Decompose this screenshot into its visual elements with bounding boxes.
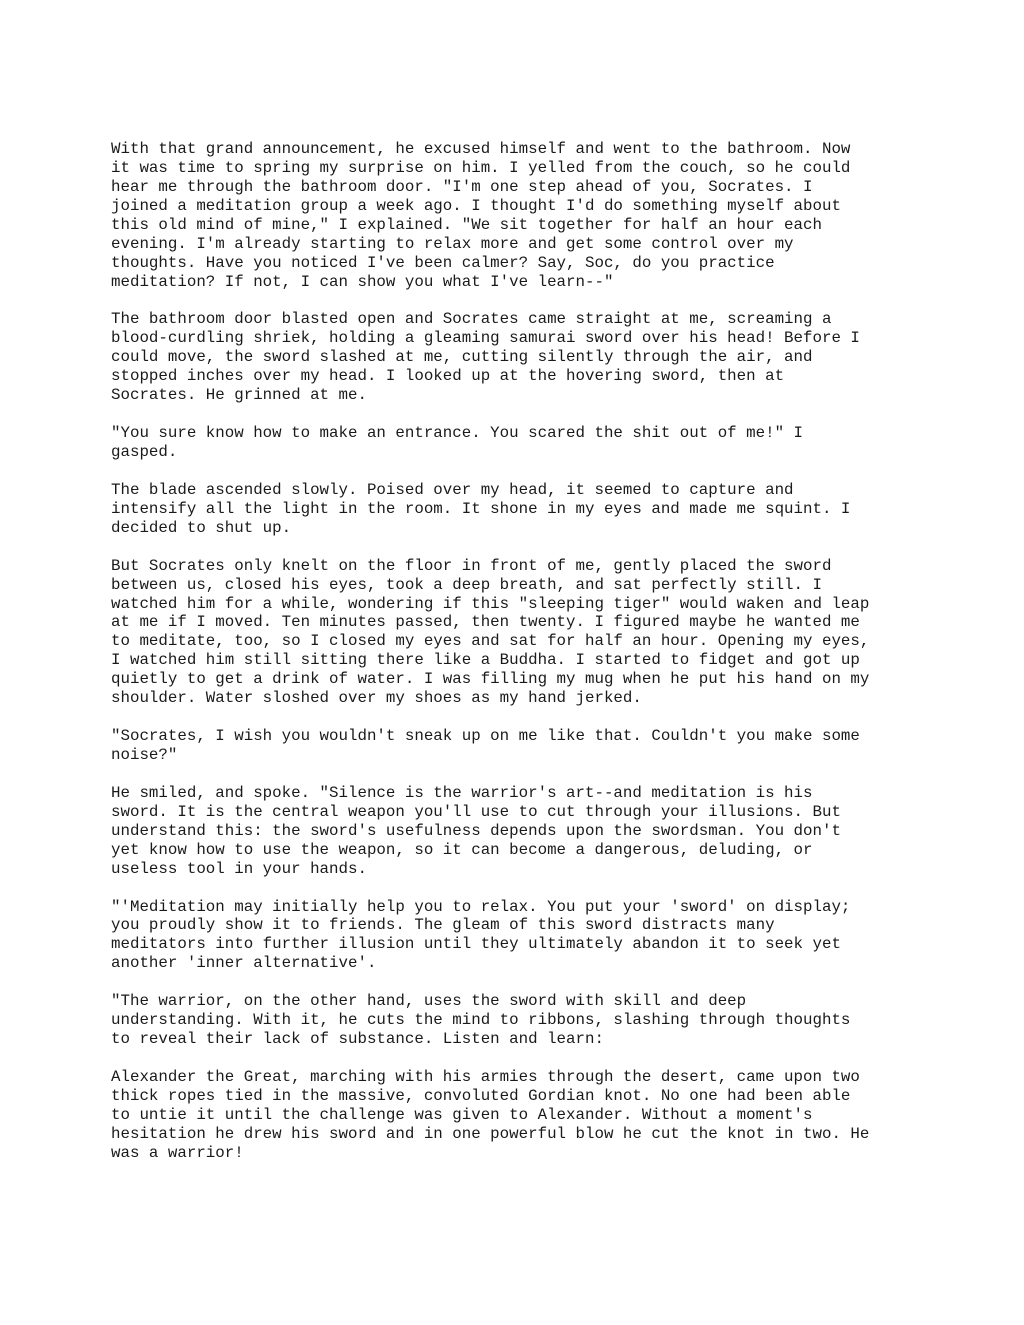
text-line: The blade ascended slowly. Poised over my head, it seemed to capture and — [111, 480, 794, 499]
text-line: But Socrates only knelt on the floor in front of me, gently placed the sword — [111, 556, 832, 575]
text-line: intensify all the light in the room. It shone in my eyes and made me squint. I — [111, 499, 851, 518]
paragraph-10 — [111, 1068, 951, 1163]
text-line: Socrates. He grinned at me. — [111, 386, 367, 405]
text-line: The bathroom door blasted open and Socrates came straight at me, screaming a — [111, 310, 832, 329]
text-line: "The warrior, on the other hand, uses the sword with skill and deep — [111, 992, 747, 1011]
text-line: hesitation he drew his sword and in one powerful blow he cut the knot in two. He — [111, 1124, 870, 1143]
text-line: hear me through the bathroom door. "I'm one step ahead of you, Socrates. I — [111, 177, 813, 196]
text-line: thick ropes tied in the massive, convoluted Gordian knot. No one had been able — [111, 1086, 851, 1105]
text-line: I watched him still sitting there like a Buddha. I started to fidget and got up — [111, 651, 860, 670]
text-line: blood-curdling shriek, holding a gleaming samurai sword over his head! Before I — [111, 329, 860, 348]
text-line: to reveal their lack of substance. Listen and learn: — [111, 1030, 604, 1049]
paragraph-3 — [111, 424, 951, 462]
text-line: evening. I'm already starting to relax more and get some control over my — [111, 234, 794, 253]
text-line: to untie it until the challenge was given to Alexander. Without a moment's — [111, 1105, 813, 1124]
paragraph-5 — [111, 557, 951, 709]
paragraph-7 — [111, 784, 951, 879]
text-line: useless tool in your hands. — [111, 859, 367, 878]
text-line: meditators into further illusion until they ultimately abandon it to seek yet — [111, 935, 841, 954]
text-line: decided to shut up. — [111, 518, 292, 537]
text-line: gasped. — [111, 443, 178, 461]
text-line: understand this: the sword's usefulness depends upon the swordsman. You don't — [111, 821, 841, 840]
text-line: another 'inner alternative'. — [111, 954, 377, 973]
text-line: yet know how to use the weapon, so it can become a dangerous, deluding, or — [111, 840, 813, 859]
paragraph-6 — [111, 727, 951, 765]
text-line: could move, the sword slashed at me, cutting silently through the air, and — [111, 348, 813, 367]
paragraph-4 — [111, 481, 951, 538]
paragraph-9 — [111, 992, 951, 1049]
text-line: thoughts. Have you noticed I've been calmer? Say, Soc, do you practice — [111, 253, 775, 272]
text-line: With that grand announcement, he excused himself and went to the bathroom. Now — [111, 140, 851, 158]
text-line: you proudly show it to friends. The gleam of this sword distracts many — [111, 916, 775, 935]
text-line: meditation? If not, I can show you what I've learn--" — [111, 272, 614, 291]
text-line: "You sure know how to make an entrance. You scared the shit out of me!" I — [111, 424, 804, 443]
paragraph-1 — [111, 140, 951, 292]
text-line: at me if I moved. Ten minutes passed, then twenty. I figured maybe he wanted me — [111, 613, 860, 632]
text-line: joined a meditation group a week ago. I thought I'd do something myself about — [111, 196, 841, 215]
text-line: "'Meditation may initially help you to relax. You put your 'sword' on display; — [111, 897, 851, 916]
text-line: understanding. With it, he cuts the mind to ribbons, slashing through thoughts — [111, 1011, 851, 1030]
text-line: noise?" — [111, 746, 178, 764]
text-line: Alexander the Great, marching with his armies through the desert, came upon two — [111, 1067, 860, 1086]
text-line: watched him for a while, wondering if this "sleeping tiger" would waken and leap — [111, 594, 870, 613]
text-line: stopped inches over my head. I looked up at the hovering sword, then at — [111, 367, 785, 386]
paragraph-2 — [111, 310, 951, 405]
text-line: quietly to get a drink of water. I was filling my mug when he put his hand on my — [111, 670, 870, 689]
text-line: between us, closed his eyes, took a deep breath, and sat perfectly still. I — [111, 575, 822, 594]
paragraph-8 — [111, 898, 951, 974]
text-line: "Socrates, I wish you wouldn't sneak up on me like that. Couldn't you make some — [111, 727, 860, 746]
text-line: to meditate, too, so I closed my eyes and sat for half an hour. Opening my eyes, — [111, 632, 870, 651]
text-line: sword. It is the central weapon you'll use to cut through your illusions. But — [111, 802, 841, 821]
text-line: He smiled, and spoke. "Silence is the warrior's art--and meditation is his — [111, 783, 813, 802]
text-line: it was time to spring my surprise on him. I yelled from the couch, so he could — [111, 158, 851, 177]
text-line: shoulder. Water sloshed over my shoes as my hand jerked. — [111, 689, 642, 708]
document-page — [111, 140, 951, 1182]
text-line: was a warrior! — [111, 1143, 244, 1162]
text-line: this old mind of mine," I explained. "We sit together for half an hour each — [111, 215, 822, 234]
